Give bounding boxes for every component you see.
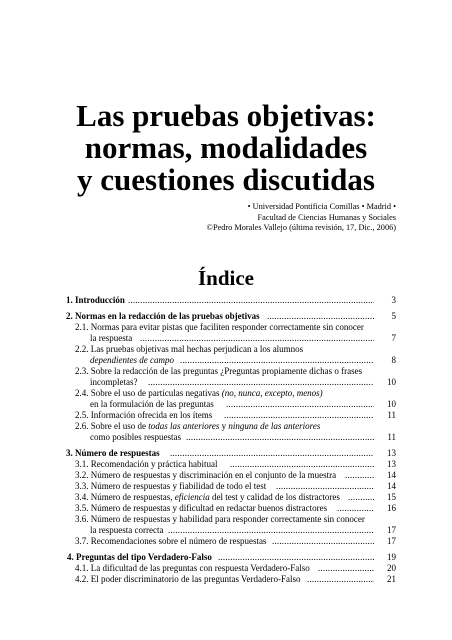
toc-leader-dots — [307, 574, 374, 585]
toc-leader-dots — [337, 503, 374, 514]
toc-entry-label: en la formulación de las preguntas — [90, 399, 214, 409]
toc-entry[interactable] — [66, 563, 396, 574]
toc-entry-label: 1. Introducción — [66, 295, 125, 305]
toc-entry-label: 3.3. Número de respuestas y fiabilidad de todo el test — [75, 481, 267, 491]
toc-entry[interactable] — [66, 344, 396, 355]
author-affiliation — [207, 202, 396, 234]
toc-entry[interactable] — [66, 514, 396, 525]
toc-leader-dots — [140, 333, 374, 344]
title-line-3: y cuestiones discutidas — [77, 162, 375, 197]
toc-leader-dots — [180, 355, 374, 366]
toc-entry-page: 16 — [387, 503, 396, 513]
toc-entry-label: 4.1. La dificultad de las preguntas con respuesta Verdadero-Falso — [75, 563, 310, 573]
toc-entry-page: 19 — [387, 552, 396, 562]
toc-entry-label: la respuesta correcta — [90, 525, 164, 535]
toc-entry-label: 2.2. Las pruebas objetivas mal hechas perjudican a los alumnos — [75, 344, 304, 354]
toc-leader-dots — [348, 492, 374, 503]
toc-entry-page: 10 — [387, 399, 396, 409]
toc-entry-page: 14 — [387, 470, 396, 480]
toc-entry-label: dependientes de campo — [90, 355, 174, 365]
toc-entry[interactable] — [66, 492, 396, 503]
toc-entry[interactable] — [66, 481, 396, 492]
toc-entry-label: 3. Número de respuestas — [66, 448, 160, 458]
toc-entry[interactable] — [66, 421, 396, 432]
toc-entry-label: 4.2. El poder discriminatorio de las preguntas Verdadero-Falso — [75, 574, 301, 584]
toc-entry-label: 2.4. Sobre el uso de partículas negativas (no, nunca, excepto, menos) — [75, 388, 323, 398]
toc-entry-page: 14 — [387, 481, 396, 491]
toc-leader-dots — [186, 432, 374, 443]
toc-entry[interactable] — [66, 503, 396, 514]
toc-leader-dots — [168, 525, 374, 536]
document-title — [0, 100, 452, 196]
toc-entry-page: 8 — [391, 355, 396, 365]
toc-entry-page: 3 — [391, 295, 396, 305]
toc-leader-dots — [276, 481, 374, 492]
toc-leader-dots — [128, 295, 374, 306]
toc-entry-page: 20 — [387, 563, 396, 573]
toc-entry[interactable] — [66, 366, 396, 377]
toc-entry[interactable] — [66, 470, 396, 481]
toc-entry-page: 15 — [387, 492, 396, 502]
toc-entry-continuation[interactable] — [66, 399, 396, 410]
toc-entry-page: 11 — [387, 432, 396, 442]
toc-entry[interactable] — [66, 311, 396, 322]
toc-entry-page: 10 — [387, 377, 396, 387]
title-line-2: normas, modalidades — [84, 130, 368, 165]
toc-entry[interactable] — [66, 459, 396, 470]
toc-entry-label: como posibles respuestas — [90, 432, 181, 442]
toc-leader-dots — [345, 470, 374, 481]
toc-entry[interactable] — [66, 574, 396, 585]
toc-entry-continuation[interactable] — [66, 432, 396, 443]
toc-entry-page: 11 — [387, 410, 396, 420]
toc-entry[interactable] — [66, 448, 396, 459]
title-line-1: Las pruebas objetivas: — [76, 98, 376, 133]
toc-entry-label: 3.2. Número de respuestas y discriminación en el conjunto de la muestra — [75, 470, 337, 480]
toc-entry-page: 13 — [387, 448, 396, 458]
toc-entry[interactable] — [66, 410, 396, 421]
toc-entry-label: 2.6. Sobre el uso de todas las anteriores y ninguna de las anteriores — [75, 421, 321, 431]
toc-entry-label: 3.1. Recomendación y práctica habitual — [75, 459, 218, 469]
toc-leader-dots — [226, 399, 374, 410]
toc-entry-page: 5 — [391, 311, 396, 321]
toc-entry-label: 2.1. Normas para evitar pistas que faciliten responder correctamente sin conocer — [75, 322, 364, 332]
toc-entry-label: 3.6. Número de respuestas y habilidad para responder correctamente sin conocer — [75, 514, 365, 524]
toc-entry-label: 2.3. Sobre la redacción de las preguntas ¿Preguntas propiamente dichas o frases — [75, 366, 363, 376]
index-heading: Índice — [197, 266, 254, 290]
toc-entry-label: 2.5. Información ofrecida en los ítems — [75, 410, 213, 420]
toc-entry-page: 21 — [387, 574, 396, 584]
toc-leader-dots — [272, 536, 374, 547]
toc-entry-page: 17 — [387, 525, 396, 535]
toc-entry-label: 3.7. Recomendaciones sobre el número de respuestas — [75, 536, 267, 546]
toc-entry[interactable] — [66, 388, 396, 399]
affiliation-line: ©Pedro Morales Vallejo (última revisión, 17, Dic., 2006) — [206, 223, 396, 232]
affiliation-line: • Universidad Pontificia Comillas • Madrid • — [247, 202, 396, 211]
toc-entry[interactable] — [66, 322, 396, 333]
toc-entry-label: incompletas? — [90, 377, 138, 387]
toc-entry-label: 2. Normas en la redacción de las pruebas objetivas — [66, 311, 260, 321]
toc-entry-continuation[interactable] — [66, 525, 396, 536]
toc-entry-continuation[interactable] — [66, 333, 396, 344]
toc-entry-label: 3.4. Número de respuestas, eficiencia del test y calidad de los distractores — [75, 492, 340, 502]
toc-leader-dots — [224, 410, 374, 421]
toc-leader-dots — [218, 552, 374, 563]
toc-entry-label: 4. Preguntas del tipo Verdadero-Falso — [67, 552, 212, 562]
toc-entry[interactable] — [66, 552, 396, 563]
toc-leader-dots — [318, 563, 374, 574]
toc-entry[interactable] — [66, 536, 396, 547]
toc-leader-dots — [148, 377, 374, 388]
toc-entry-page: 17 — [387, 536, 396, 546]
toc-entry-label: 3.5. Número de respuestas y dificultad en redactar buenos distractores — [75, 503, 328, 513]
toc-entry-continuation[interactable] — [66, 377, 396, 388]
toc-leader-dots — [170, 448, 374, 459]
toc-entry-page: 13 — [387, 459, 396, 469]
affiliation-line: Facultad de Ciencias Humanas y Sociales — [257, 212, 396, 222]
toc-entry-page: 7 — [391, 333, 396, 343]
toc-entry[interactable] — [66, 295, 396, 306]
toc-entry-continuation[interactable] — [66, 355, 396, 366]
toc-leader-dots — [230, 459, 374, 470]
toc-leader-dots — [267, 311, 374, 322]
toc-entry-label: la respuesta — [90, 333, 133, 343]
